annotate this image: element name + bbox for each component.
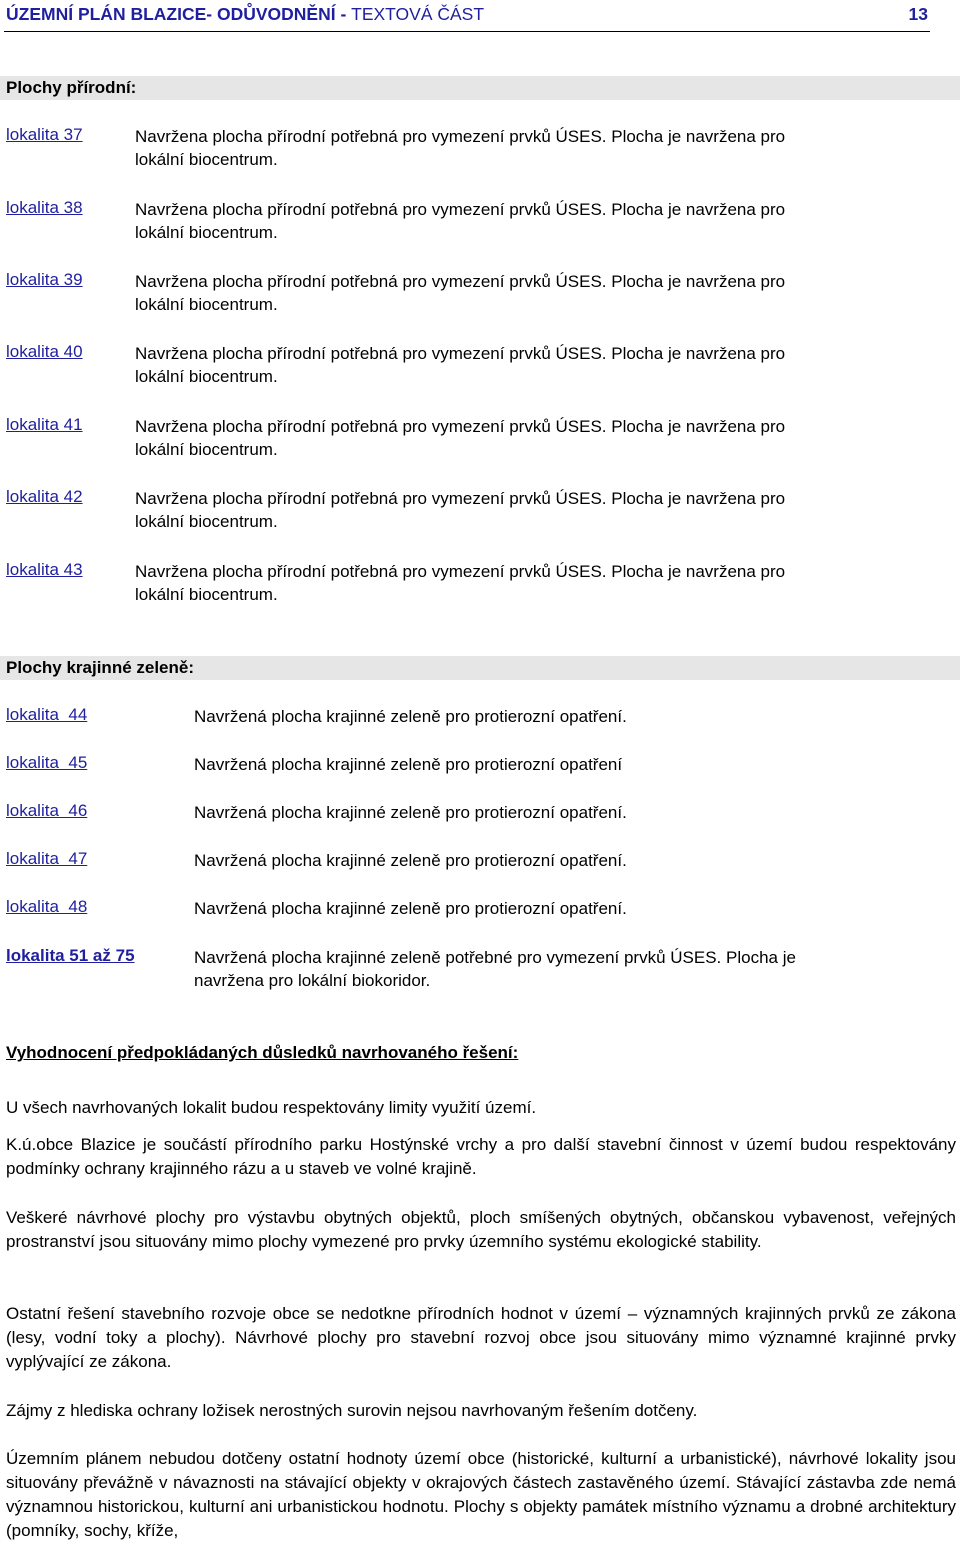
document-title: ÚZEMNÍ PLÁN BLAZICE- ODŮVODNĚNÍ - TEXTOVÁ ČÁST <box>6 4 485 24</box>
lokalita-47-description: Navržená plocha krajinné zeleně pro protierozní opatření. <box>194 851 627 870</box>
lokalita-47-link[interactable]: lokalita 47 <box>6 849 88 868</box>
lokalita-42-description: Navržena plocha přírodní potřebná pro vymezení prvků ÚSES. Plocha je navržena pro lokální biocentrum. <box>135 489 786 531</box>
lokalita-45-description: Navržená plocha krajinné zeleně pro protierozní opatření <box>194 755 623 774</box>
lokalita-43-description: Navržena plocha přírodní potřebná pro vymezení prvků ÚSES. Plocha je navržena pro lokální biocentrum. <box>135 562 786 604</box>
paragraph-ostatni-reseni: Ostatní řešení stavebního rozvoje obce se nedotkne přírodních hodnot v území – významných krajinných prvků ze zákona (lesy, vodní toky a plochy). Návrhové plochy pro stavební rozvoj obce jsou situovány mimo významné krajinné prvky vyplývající ze zákona. <box>6 1304 956 1371</box>
evaluation-heading: Vyhodnocení předpokládaných důsledků navrhovaného řešení: <box>6 1043 519 1062</box>
lokalita-41-description: Navržena plocha přírodní potřebná pro vymezení prvků ÚSES. Plocha je navržena pro lokální biocentrum. <box>135 417 786 459</box>
paragraph-prirodni-park: K.ú.obce Blazice je součástí přírodního parku Hostýnské vrchy a pro další stavební činnost v území budou respektovány podmínky ochrany krajinného rázu a u staveb ve volné krajině. <box>6 1135 956 1178</box>
lokalita-39-link[interactable]: lokalita 39 <box>6 270 83 289</box>
lokalita-40-description: Navržena plocha přírodní potřebná pro vymezení prvků ÚSES. Plocha je navržena pro lokální biocentrum. <box>135 344 786 386</box>
paragraph-loziska: Zájmy z hlediska ochrany ložisek nerostných surovin nejsou navrhovaným řešením dotčeny. <box>6 1401 698 1420</box>
lokalita-48-description: Navržená plocha krajinné zeleně pro protierozní opatření. <box>194 899 627 918</box>
paragraph-hodnoty-uzemi: Územním plánem nebudou dotčeny ostatní hodnoty území obce (historické, kulturní a urbanistické), návrhové lokality jsou situovány převážně v návaznosti na stávající objekty v okrajových částech zastavěného území. Stávající zástavba zde nemá významnou historickou, kulturní ani urbanistickou hodnotu. Plochy s objekty památek místního významu a drobné architektury (pomníky, sochy, kříže, <box>6 1449 956 1540</box>
page-number: 13 <box>908 4 928 24</box>
lokalita-38-description: Navržena plocha přírodní potřebná pro vymezení prvků ÚSES. Plocha je navržena pro lokální biocentrum. <box>135 200 786 242</box>
section-heading-prirodni: Plochy přírodní: <box>0 76 960 100</box>
page-header <box>4 3 930 32</box>
lokalita-51-75-link[interactable]: lokalita 51 až 75 <box>6 946 135 965</box>
lokalita-42-link[interactable]: lokalita 42 <box>6 487 83 506</box>
lokalita-39-description: Navržena plocha přírodní potřebná pro vymezení prvků ÚSES. Plocha je navržena pro lokální biocentrum. <box>135 272 786 314</box>
lokalita-46-link[interactable]: lokalita 46 <box>6 801 88 820</box>
paragraph-limity: U všech navrhovaných lokalit budou respektovány limity využití území. <box>6 1098 537 1117</box>
document-subtitle: TEXTOVÁ ČÁST <box>351 4 485 24</box>
lokalita-37-link[interactable]: lokalita 37 <box>6 125 83 144</box>
lokalita-46-description: Navržená plocha krajinné zeleně pro protierozní opatření. <box>194 803 627 822</box>
lokalita-41-link[interactable]: lokalita 41 <box>6 415 83 434</box>
lokalita-44-description: Navržená plocha krajinné zeleně pro protierozní opatření. <box>194 707 627 726</box>
lokalita-44-link[interactable]: lokalita 44 <box>6 705 88 724</box>
lokalita-37-description: Navržena plocha přírodní potřebná pro vymezení prvků ÚSES. Plocha je navržena pro lokální biocentrum. <box>135 127 786 169</box>
lokalita-51-75-description: Navržená plocha krajinné zeleně potřebné pro vymezení prvků ÚSES. Plocha je navržena pro lokální biokoridor. <box>194 948 796 990</box>
paragraph-navrhove-plochy: Veškeré návrhové plochy pro výstavbu obytných objektů, ploch smíšených obytných, občanskou vybavenost, veřejných prostranství jsou situovány mimo plochy vymezené pro prvky územního systému ekologické stability. <box>6 1208 956 1251</box>
lokalita-43-link[interactable]: lokalita 43 <box>6 560 83 579</box>
section-heading-krajinne: Plochy krajinné zeleně: <box>0 656 960 680</box>
lokalita-40-link[interactable]: lokalita 40 <box>6 342 83 361</box>
lokalita-45-link[interactable]: lokalita 45 <box>6 753 88 772</box>
lokalita-38-link[interactable]: lokalita 38 <box>6 198 83 217</box>
lokalita-48-link[interactable]: lokalita 48 <box>6 897 88 916</box>
